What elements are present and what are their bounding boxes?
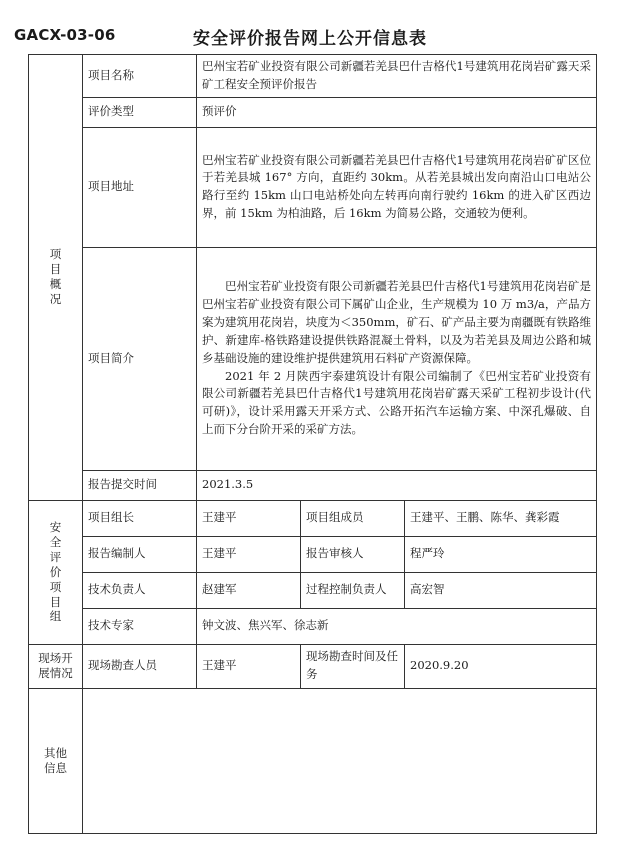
row-submit-date <box>29 470 597 500</box>
project-intro-paragraph: 巴州宝若矿业投资有限公司新疆若羌县巴什吉格代1号建筑用花岗岩矿是巴州宝若矿业投资有限公司下属矿山企业，生产规模为 10 万 m3/a，产品方案为建筑用花岗岩，块度为＜350mm，矿石、矿产品主要为南疆既有铁路维护、新建库-格铁路建设提供铁路混凝土骨料，以及为若羌县及周边公路和城乡基础设施的建设维护提供建筑用石料矿产资源保障。 <box>202 279 591 365</box>
row-site-survey <box>29 644 597 688</box>
row-team-leader <box>29 500 597 536</box>
document-title: 安全评价报告网上公开信息表 <box>193 29 427 49</box>
evaluation-type-value: 预评价 <box>197 97 597 127</box>
tech-lead-value: 赵建军 <box>197 572 301 608</box>
row-tech-lead <box>29 572 597 608</box>
evaluation-type-label: 评价类型 <box>83 97 197 127</box>
submit-date-label: 报告提交时间 <box>83 470 197 500</box>
survey-time-value: 2020.9.20 <box>405 644 597 688</box>
project-intro-value <box>197 247 597 470</box>
project-intro-paragraph: 2021 年 2 月陕西宇泰建筑设计有限公司编制了《巴州宝若矿业投资有限公司新疆若羌县巴什吉格代1号建筑用花岗岩矿露天采矿工程初步设计(代可研)》，设计采用露天开采方式、公路开拓汽车运输方案、中深孔爆破、自上而下分台阶开采的采矿方法。 <box>202 368 591 436</box>
team-leader-label: 项目组长 <box>83 500 197 536</box>
tech-lead-label: 技术负责人 <box>83 572 197 608</box>
document-code: GACX-03-06 <box>14 26 116 44</box>
tech-experts-label: 技术专家 <box>83 608 197 644</box>
section-site-survey: 现场开展情况 <box>29 644 83 688</box>
section-other-info: 其他信息 <box>29 688 83 833</box>
tech-experts-value: 钟文波、焦兴军、徐志新 <box>197 608 597 644</box>
surveyor-value: 王建平 <box>197 644 301 688</box>
team-leader-value: 王建平 <box>197 500 301 536</box>
section-project-overview: 项目概况 <box>29 55 83 501</box>
report-author-value: 王建平 <box>197 536 301 572</box>
survey-time-label: 现场勘查时间及任务 <box>301 644 405 688</box>
report-author-label: 报告编制人 <box>83 536 197 572</box>
team-members-value: 王建平、王鹏、陈华、龚彩霞 <box>405 500 597 536</box>
process-control-label: 过程控制负责人 <box>301 572 405 608</box>
row-project-intro <box>29 247 597 470</box>
row-other-info <box>29 688 597 833</box>
project-address-label: 项目地址 <box>83 127 197 247</box>
surveyor-label: 现场勘查人员 <box>83 644 197 688</box>
process-control-value: 高宏智 <box>405 572 597 608</box>
project-intro-label: 项目简介 <box>83 247 197 470</box>
row-project-name <box>29 55 597 98</box>
row-project-address <box>29 127 597 247</box>
row-evaluation-type <box>29 97 597 127</box>
project-name-label: 项目名称 <box>83 55 197 98</box>
row-tech-experts <box>29 608 597 644</box>
section-evaluation-team: 安全评价项目组 <box>29 500 83 644</box>
info-table <box>28 54 597 834</box>
project-address-value: 巴州宝若矿业投资有限公司新疆若羌县巴什吉格代1号建筑用花岗岩矿矿区位于若羌县城 167° 方向，直距约 30km。从若羌县城出发向南沿山口电站公路行至约 15km 山口电站桥处向左转再向南行驶约 16km 的进入矿区西边界，前 15km 为柏油路，后 16km 为简易公路，交通较为便利。 <box>197 127 597 247</box>
submit-date-value: 2021.3.5 <box>197 470 597 500</box>
report-reviewer-label: 报告审核人 <box>301 536 405 572</box>
project-name-value: 巴州宝若矿业投资有限公司新疆若羌县巴什吉格代1号建筑用花岗岩矿露天采矿工程安全预评价报告 <box>197 55 597 98</box>
report-reviewer-value: 程严玲 <box>405 536 597 572</box>
team-members-label: 项目组成员 <box>301 500 405 536</box>
other-info-value <box>83 688 597 833</box>
row-report-author <box>29 536 597 572</box>
